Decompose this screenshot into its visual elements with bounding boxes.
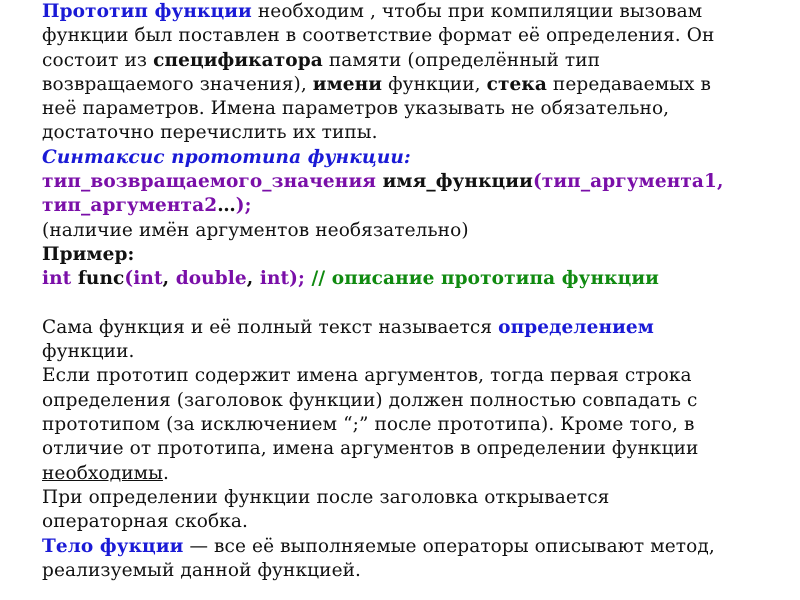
example-label: Пример: <box>42 243 135 265</box>
example-int-3: int <box>259 268 290 290</box>
function-name-token: имя_функции <box>376 171 533 193</box>
prototype-term: Прототип функции <box>42 1 252 22</box>
p5-line-1 <box>42 535 782 559</box>
example-int-2: int <box>133 268 163 290</box>
p3-line-5-rest: . <box>162 462 169 484</box>
p1-line-4-c: передаваемых в <box>546 73 712 95</box>
example-paren: ( <box>124 268 134 290</box>
specifier-term: спецификатора <box>153 49 323 71</box>
example-double: double <box>175 268 247 290</box>
p4-line-2: операторная скобка. <box>42 511 248 533</box>
return-type-token: тип_возвращаемого_значения <box>42 171 377 193</box>
example-comment: // описание прототипа функции <box>304 268 659 290</box>
slide-text <box>42 0 782 583</box>
example-comma-2: , <box>246 268 260 290</box>
arg1-token: (тип_аргумента1, <box>532 171 724 193</box>
body-term: Тело фукции <box>42 535 184 557</box>
p1-line-4 <box>42 73 782 97</box>
close-token: ); <box>235 195 252 217</box>
definition-term: определением <box>498 316 654 338</box>
syntax-note: (наличие имён аргументов необязательно) <box>42 219 469 241</box>
syntax-heading: Синтаксис прототипа функции: <box>42 146 411 168</box>
example-comma-1: , <box>162 268 176 290</box>
p1-line-1-text: необходим , чтобы при компиляции вызовам <box>251 1 703 22</box>
p3-line-2: определения (заголовок функции) должен полностью совпадать с <box>42 389 698 411</box>
p1-line-3-b: памяти (определённый тип <box>322 49 601 71</box>
p1-line-6: достаточно перечислить их типы. <box>42 122 378 144</box>
p5-line-2: реализуемый данной функцией. <box>42 559 362 581</box>
p2-line-1-a: Сама функция и её полный текст называется <box>42 316 499 338</box>
p3-line-4: отличие от прототипа, имена аргументов в определении функции <box>42 438 699 460</box>
p1-line-2: функции был поставлен в соответствие формат её определения. Он <box>42 25 715 47</box>
p1-line-4-a: возвращаемого значения), <box>42 73 313 95</box>
ellipsis-token: … <box>217 195 236 217</box>
p1-line-5: неё параметров. Имена параметров указывать не обязательно, <box>42 98 670 120</box>
example-code <box>42 267 782 291</box>
example-close: ); <box>289 268 305 290</box>
p1-line-3 <box>42 49 782 73</box>
arg2-token: тип_аргумента2 <box>42 195 218 217</box>
name-term: имени <box>312 73 383 95</box>
stack-term: стека <box>486 73 547 95</box>
p3-line-3: прототипом (за исключением “;” после прототипа). Кроме того, в <box>42 414 695 436</box>
example-func: func <box>71 268 125 290</box>
spacer <box>42 292 782 316</box>
example-int-1: int <box>42 268 72 290</box>
p1-line-3-a: состоит из <box>42 49 154 71</box>
p1-line-4-b: функции, <box>382 73 487 95</box>
necessary-term: необходимы <box>42 462 163 484</box>
p3-line-5 <box>42 462 782 486</box>
p1-line-1 <box>42 0 782 24</box>
p3-line-1: Если прототип содержит имена аргументов, тогда первая строка <box>42 365 692 387</box>
p4-line-1: При определении функции после заголовка открывается <box>42 486 610 508</box>
p5-line-1-rest: — все её выполняемые операторы описывают метод, <box>183 535 715 557</box>
p2-line-2: функции. <box>42 341 135 363</box>
syntax-line-1 <box>42 170 782 194</box>
p2-line-1 <box>42 316 782 340</box>
syntax-line-2 <box>42 194 782 218</box>
